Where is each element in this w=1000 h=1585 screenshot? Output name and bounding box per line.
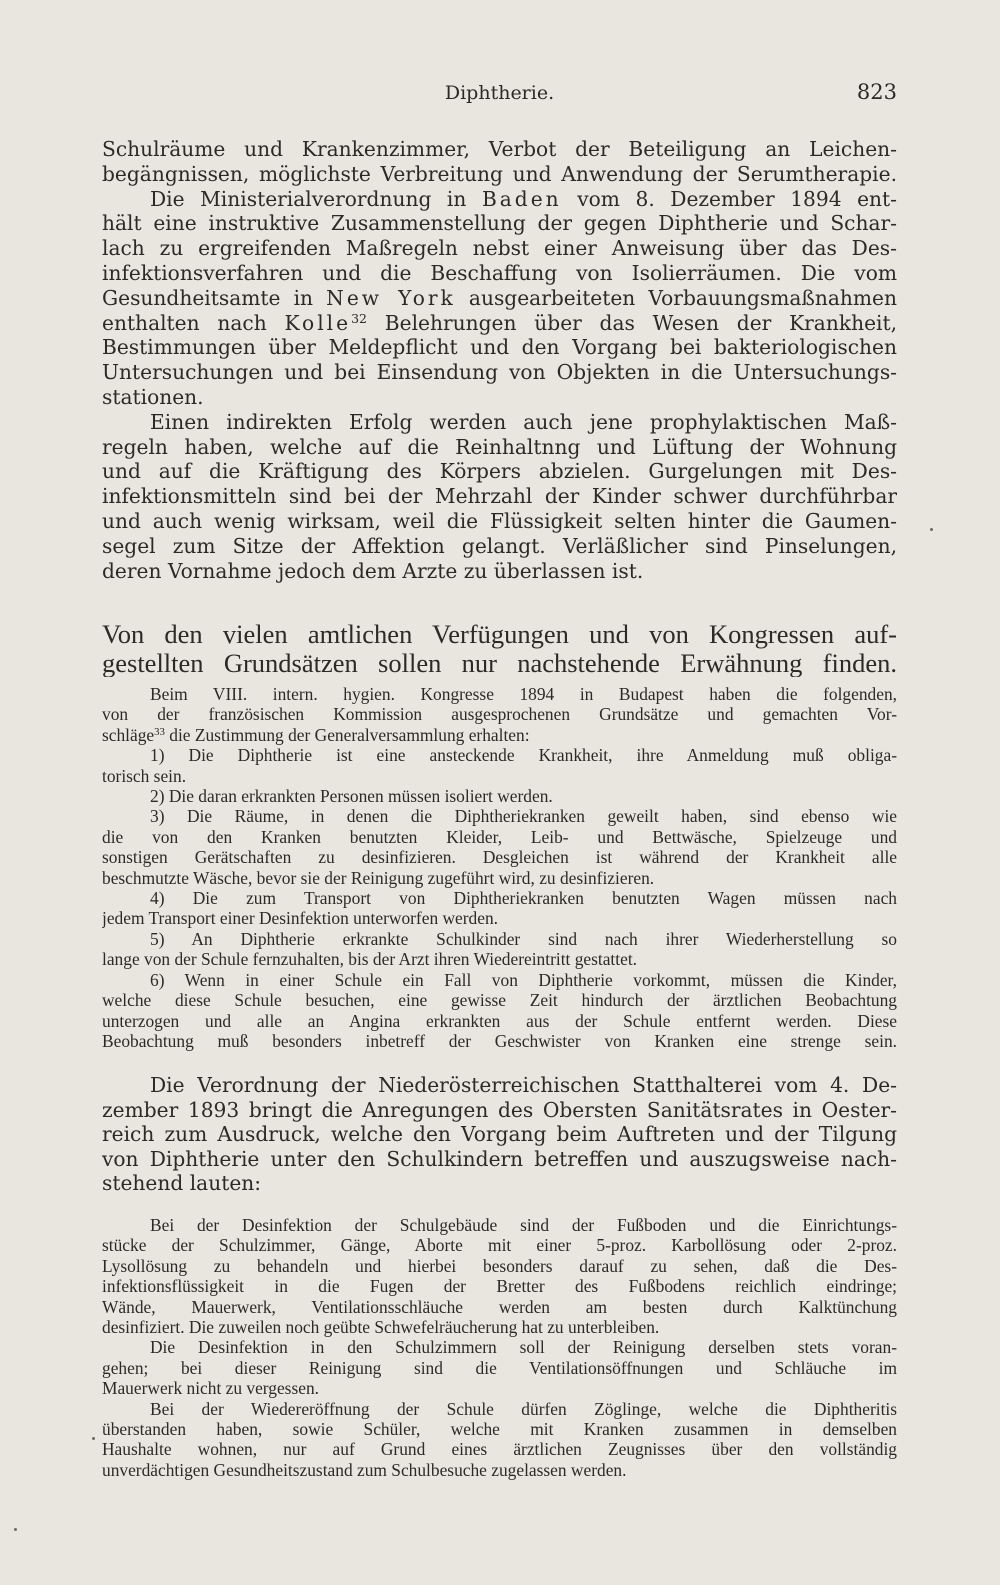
text-line: Beim VIII. intern. hygien. Kongresse 1894 in Budapest haben die folgenden, [150,684,897,704]
text-line: gehen; bei dieser Reinigung sind die Ventilationsöffnungen und Schläuche im [102,1357,897,1378]
text-line: Die Desinfektion in den Schulzimmern soll der Reinigung derselben stets voran- [150,1337,897,1358]
paper-speck [14,1528,17,1531]
text-line: Einen indirekten Erfolg werden auch jene prophylaktischen Maß- [150,409,897,434]
text-line: jedem Transport einer Desinfektion unterworfen werden. [102,908,499,929]
paper-speck [92,1437,95,1440]
text-line: stationen. [102,384,204,409]
text-line: 2) Die daran erkrankten Personen müssen isoliert werden. [150,786,553,807]
text-line: hält eine instruktive Zusammenstellung der gegen Diphtherie und Schar- [102,211,897,236]
disinfection-regulations [102,1215,897,1480]
running-head [102,78,897,110]
text-line: Haushalte wohnen, nur auf Grund eines ärztlichen Zeugnisses über den vollständig [102,1439,897,1460]
text-line: begängnissen, möglichste Verbreitung und Anwendung der Serumtherapie. [102,161,897,186]
text-line: infektionsverfahren und die Beschaffung von Isolierräumen. Die vom [102,260,897,285]
text-line: beschmutzte Wäsche, bevor sie der Reinigung zugeführt wird, zu desinfizieren. [102,867,655,888]
text-line: deren Vornahme jedoch dem Arzte zu überlassen ist. [102,558,644,583]
text-line: Lysollösung zu behandeln und hierbei besonders darauf zu sehen, daß die Des- [102,1255,897,1276]
text-line: unterzogen und alle an Angina erkrankten aus der Schule entfernt werden. Diese [102,1010,897,1031]
section-heading [102,620,897,677]
text-line: Bei der Wiedereröffnung der Schule dürfen Zöglinge, welche die Diphtheritis [150,1398,897,1419]
text-line: 4) Die zum Transport von Diphtheriekranken benutzten Wagen müssen nach [150,888,897,909]
text-line: die von den Kranken benutzten Kleider, Leib- und Bettwäsche, Spielzeuge und [102,826,897,847]
text-line: schläge$^{33}$ die Zustimmung der Generalversammlung erhalten: [102,724,530,745]
text-line: Wände, Mauerwerk, Ventilationsschläuche werden am besten durch Kalktünchung [102,1296,897,1317]
text-line: und auch wenig wirksam, weil die Flüssigkeit selten hinter die Gaumen- [102,508,897,533]
text-line: Untersuchungen und bei Einsendung von Objekten in die Untersuchungs- [102,360,897,385]
text-line: unverdächtigen Gesundheitszustand zum Schulbesuche zugelassen werden. [102,1459,627,1480]
verordnung-paragraph [102,1073,897,1196]
text-line: Beobachtung muß besonders inbetreff der Geschwister von Kranken eine strenge sein. [102,1030,897,1051]
text-line: desinfiziert. Die zuweilen noch geübte Schwefelräucherung hat zu unterbleiben. [102,1317,660,1338]
text-line: sonstigen Gerätschaften zu desinfizieren. Desgleichen ist während der Krankheit alle [102,847,897,868]
text-line: enthalten nach Kolle$^{32}$ Belehrungen über das Wesen der Krankheit, [102,310,897,335]
text-line: von Diphtherie unter den Schulkindern betreffen und auszugsweise nach- [102,1146,897,1171]
text-line: infektionsflüssigkeit in die Fugen der Bretter des Fußbodens reichlich eindringe; [102,1276,897,1297]
text-line: Gesundheitsamte in New York ausgearbeiteten Vorbauungsmaßnahmen [102,285,897,310]
text-line: und auf die Kräftigung des Körpers abzielen. Gurgelungen mit Des- [102,459,897,484]
text-line: lange von der Schule fernzuhalten, bis der Arzt ihren Wiedereintritt gestattet. [102,949,637,970]
paper-speck [930,528,933,531]
text-line: lach zu ergreifenden Maßregeln nebst einer Anweisung über das Des- [102,236,897,261]
text-line: reich zum Ausdruck, welche den Vorgang beim Auftreten und der Tilgung [102,1122,897,1147]
heading-line: gestellten Grundsätzen sollen nur nachstehende Erwähnung finden. [102,648,897,677]
text-line: Schulräume und Krankenzimmer, Verbot der Beteiligung an Leichen- [102,137,897,161]
text-line: Die Ministerialverordnung in Baden vom 8. Dezember 1894 ent- [150,186,897,211]
text-line: Bei der Desinfektion der Schulgebäude sind der Fußboden und die Einrichtungs- [150,1215,897,1235]
text-line: 3) Die Räume, in denen die Diphtheriekranken geweilt haben, sind ebenso wie [150,806,897,827]
text-line: stehend lauten: [102,1171,262,1196]
page-number: 823 [856,80,897,104]
text-line: Mauerwerk nicht zu vergessen. [102,1378,319,1399]
text-line: regeln haben, welche auf die Reinhaltnng und Lüftung der Wohnung [102,434,897,459]
text-line: 5) An Diphtherie erkrankte Schulkinder sind nach ihrer Wiederherstellung so [150,928,897,949]
main-paragraphs [102,137,897,583]
text-line: 1) Die Diphtherie ist eine ansteckende Krankheit, ihre Anmeldung muß obliga- [150,745,897,766]
text-line: torisch sein. [102,765,187,786]
congress-resolutions [102,684,897,1051]
text-line: welche diese Schule besuchen, eine gewisse Zeit hindurch der ärztlichen Beobachtung [102,990,897,1011]
text-line: 6) Wenn in einer Schule ein Fall von Diphtherie vorkommt, müssen die Kinder, [150,969,897,990]
text-line: zember 1893 bringt die Anregungen des Obersten Sanitätsrates in Oester- [102,1097,897,1122]
text-line: von der französischen Kommission ausgesprochenen Grundsätze und gemachten Vor- [102,704,897,725]
text-line: Bestimmungen über Meldepflicht und den Vorgang bei bakteriologischen [102,335,897,360]
text-line: stücke der Schulzimmer, Gänge, Aborte mit einer 5-proz. Karbollösung oder 2-proz. [102,1235,897,1256]
text-line: segel zum Sitze der Affektion gelangt. Verläßlicher sind Pinselungen, [102,533,897,558]
text-line: infektionsmitteln sind bei der Mehrzahl der Kinder schwer durchführbar [102,484,897,509]
text-line: überstanden haben, sowie Schüler, welche mit Kranken zusammen in demselben [102,1419,897,1440]
running-title: Diphtherie. [444,82,555,104]
text-line: Die Verordnung der Niederösterreichischen Statthalterei vom 4. De- [150,1073,897,1097]
heading-line: Von den vielen amtlichen Verfügungen und von Kongressen auf- [102,620,897,649]
